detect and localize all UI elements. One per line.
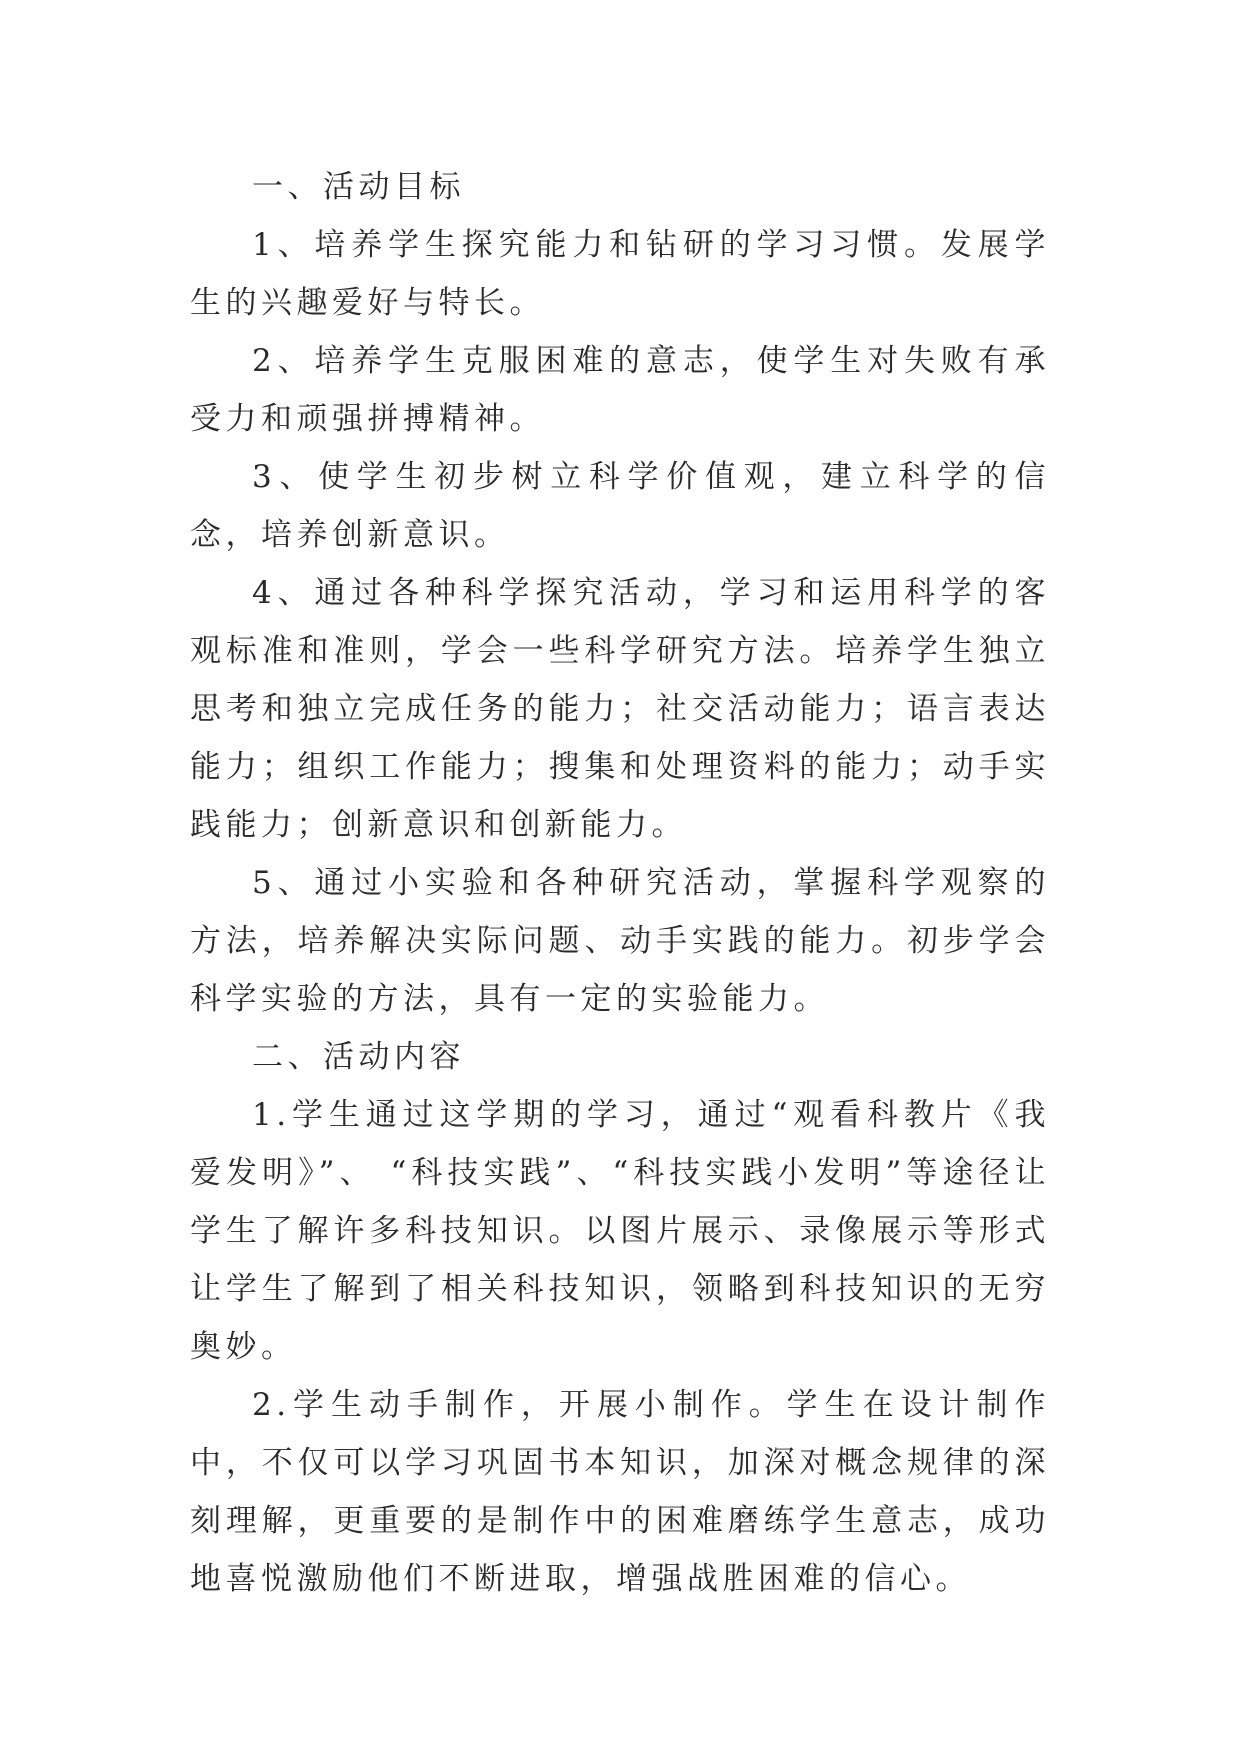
goal-paragraph-4: 4、通过各种科学探究活动，学习和运用科学的客观标准和准则，学会一些科学研究方法。培养学生独立思考和独立完成任务的能力；社交活动能力；语言表达能力；组织工作能力；搜集和处理资料的能力；动手实践能力；创新意识和创新能力。 [190, 575, 1050, 843]
content-paragraph-1: 1.学生通过这学期的学习，通过“观看科教片《我爱发明》”、 “科技实践”、“科技实践小发明”等途径让学生了解许多科技知识。以图片展示、录像展示等形式让学生了解到了相关科技知识，领略到科技知识的无穷奥妙。 [190, 1097, 1050, 1365]
section-heading-content: 二、活动内容 [252, 1039, 465, 1075]
goal-paragraph-3: 3、使学生初步树立科学价值观，建立科学的信念，培养创新意识。 [190, 459, 1050, 553]
section-heading-goals: 一、活动目标 [252, 169, 465, 205]
goal-paragraph-2: 2、培养学生克服困难的意志，使学生对失败有承受力和顽强拼搏精神。 [190, 343, 1050, 437]
content-paragraph-2: 2.学生动手制作，开展小制作。学生在设计制作中，不仅可以学习巩固书本知识，加深对概念规律的深刻理解，更重要的是制作中的困难磨练学生意志，成功地喜悦激励他们不断进取，增强战胜困难的信心。 [190, 1387, 1050, 1597]
document-body [190, 158, 1050, 1608]
goal-paragraph-5: 5、通过小实验和各种研究活动，掌握科学观察的方法，培养解决实际问题、动手实践的能力。初步学会科学实验的方法，具有一定的实验能力。 [190, 865, 1050, 1017]
goal-paragraph-1: 1、培养学生探究能力和钻研的学习习惯。发展学生的兴趣爱好与特长。 [190, 227, 1050, 321]
